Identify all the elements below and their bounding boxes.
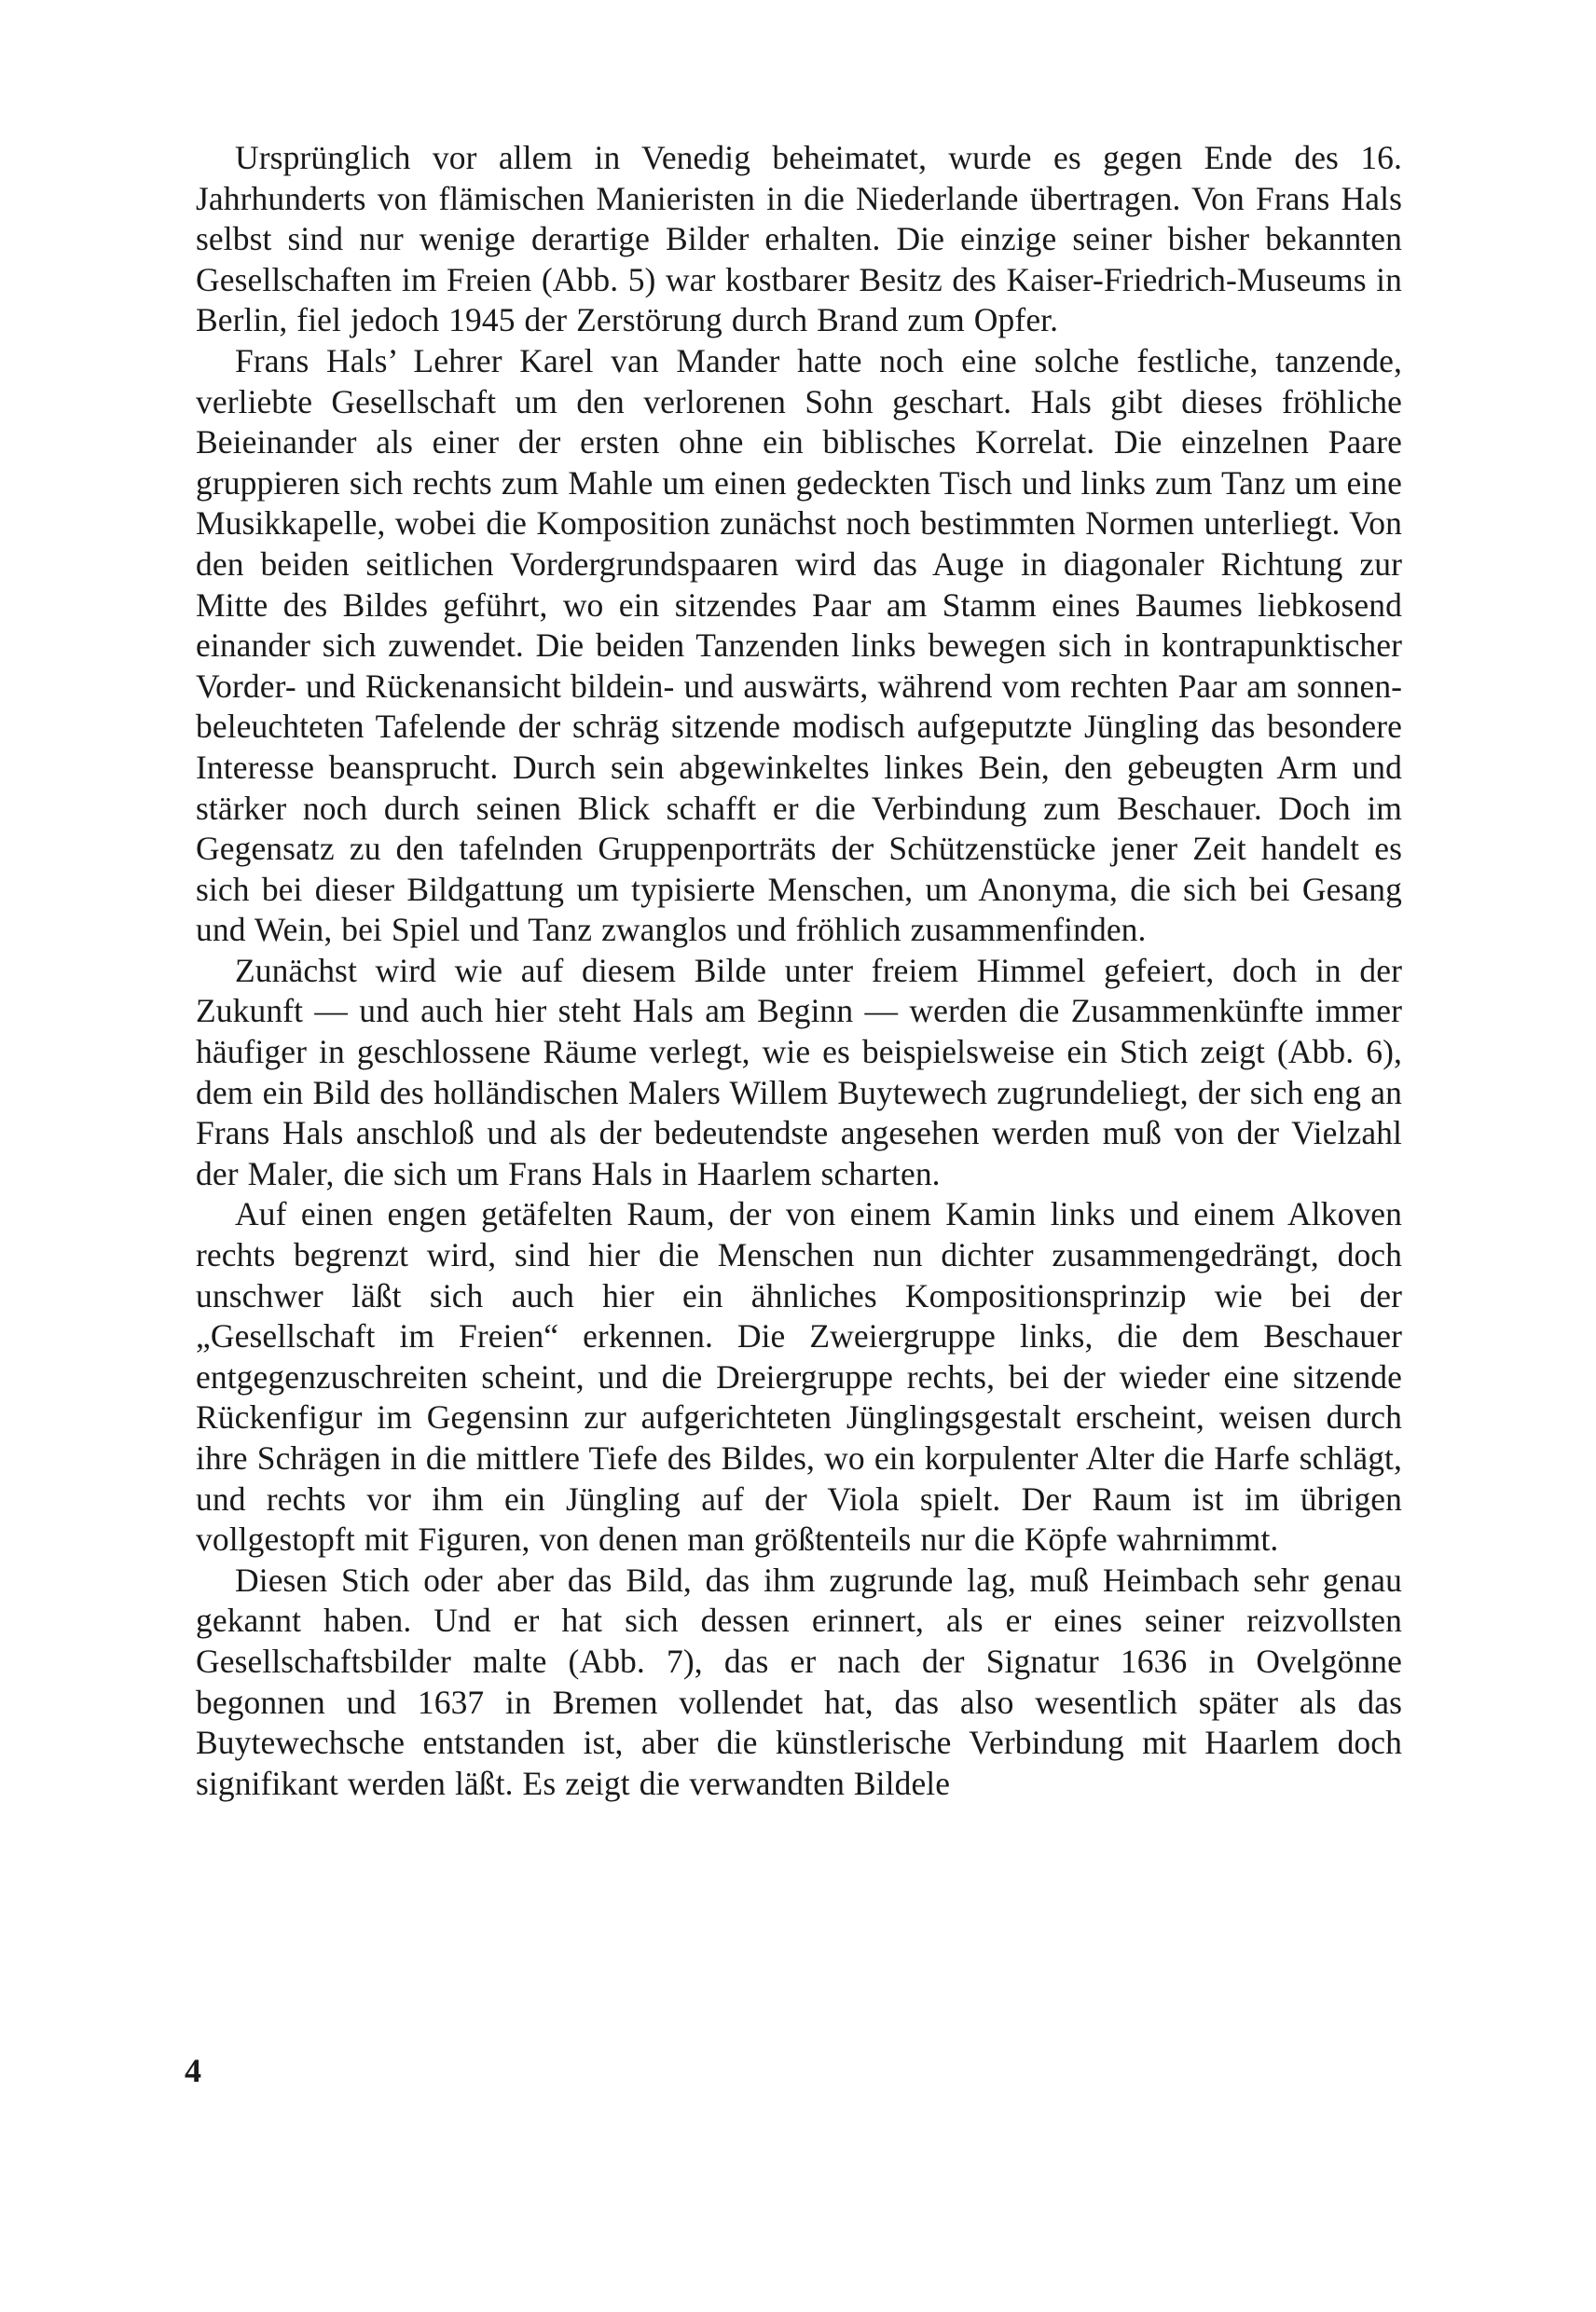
- paragraph-3: Zunächst wird wie auf diesem Bilde unter freiem Himmel gefeiert, doch in der Zukunft — und auch hier steht Hals am Beginn — werden die Zusammenkünfte immer häufiger in geschlossene Räume verlegt, wie es beispielsweise ein Stich zeigt (Abb. 6), dem ein Bild des holländischen Malers Willem Buytewech zugrundeliegt, der sich eng an Frans Hals anschloß und als der bedeutendste angesehen werden muß von der Vielzahl der Maler, die sich um Frans Hals in Haarlem scharten.: [196, 951, 1402, 1192]
- paragraph-4: Auf einen engen getäfelten Raum, der von einem Kamin links und einem Alkoven rechts begrenzt wird, sind hier die Menschen nun dichter zusammengedrängt, doch unschwer läßt sich auch hier ein ähnliches Kompositionsprinzip wie bei der „Gesellschaft im Freien“ erkennen. Die Zweiergruppe links, die dem Beschauer entgegenzuschreiten scheint, und die Dreiergruppe rechts, bei der wieder eine sitzende Rückenfigur im Gegensinn zur aufgerichteten Jünglingsgestalt erscheint, weisen durch ihre Schrägen in die mittlere Tiefe des Bildes, wo ein korpulenter Alter die Harfe schlägt, und rechts vor ihm ein Jüngling auf der Viola spielt. Der Raum ist im übrigen vollgestopft mit Figuren, von denen man größtenteils nur die Köpfe wahrnimmt.: [196, 1195, 1402, 1559]
- page-body: [196, 138, 1402, 1804]
- paragraph-1: Ursprünglich vor allem in Venedig beheimatet, wurde es gegen Ende des 16. Jahrhunderts von flämischen Manieristen in die Niederlande übertragen. Von Frans Hals selbst sind nur wenige derartige Bilder erhalten. Die einzige seiner bisher bekannten Gesellschaften im Freien (Abb. 5) war kostbarer Besitz des Kaiser-Friedrich-Museums in Berlin, fiel jedoch 1945 der Zerstörung durch Brand zum Opfer.: [196, 139, 1402, 339]
- page-number: 4: [185, 2052, 201, 2089]
- paragraph-5: Diesen Stich oder aber das Bild, das ihm zugrunde lag, muß Heimbach sehr genau gekannt haben. Und er hat sich dessen erinnert, als er eines seiner reizvollsten Gesellschaftsbilder malte (Abb. 7), das er nach der Signatur 1636 in Ovelgönne begonnen und 1637 in Bremen vollendet hat, das also wesentlich später als das Buytewechsche entstanden ist, aber die künstlerische Verbindung mit Haarlem doch signifikant werden läßt. Es zeigt die verwandten Bildele: [196, 1561, 1402, 1802]
- paragraph-2: Frans Hals’ Lehrer Karel van Mander hatte noch eine solche festliche, tanzende, verliebte Gesellschaft um den verlorenen Sohn geschart. Hals gibt dieses fröhliche Beieinander als einer der ersten ohne ein biblisches Korrelat. Die einzelnen Paare gruppieren sich rechts zum Mahle um einen gedeckten Tisch und links zum Tanz um eine Musikkapelle, wobei die Komposition zunächst noch bestimmten Normen unterliegt. Von den beiden seitlichen Vordergrundspaaren wird das Auge in diagonaler Richtung zur Mitte des Bildes geführt, wo ein sitzendes Paar am Stamm eines Baumes liebkosend einander sich zuwendet. Die beiden Tanzenden links bewegen sich in kontrapunktischer Vorder- und Rückenansicht bildein- und auswärts, während vom rechten Paar am sonnenbeleuchteten Tafelende der schräg sitzende modisch aufgeputzte Jüngling das besondere Interesse beansprucht. Durch sein abgewinkeltes linkes Bein, den gebeugten Arm und stärker noch durch seinen Blick schafft er die Verbindung zum Beschauer. Doch im Gegensatz zu den tafelnden Gruppenporträts der Schützenstücke jener Zeit handelt es sich bei dieser Bildgattung um typisierte Menschen, um Anonyma, die sich bei Gesang und Wein, bei Spiel und Tanz zwanglos und fröhlich zusammenfinden.: [196, 341, 1402, 949]
